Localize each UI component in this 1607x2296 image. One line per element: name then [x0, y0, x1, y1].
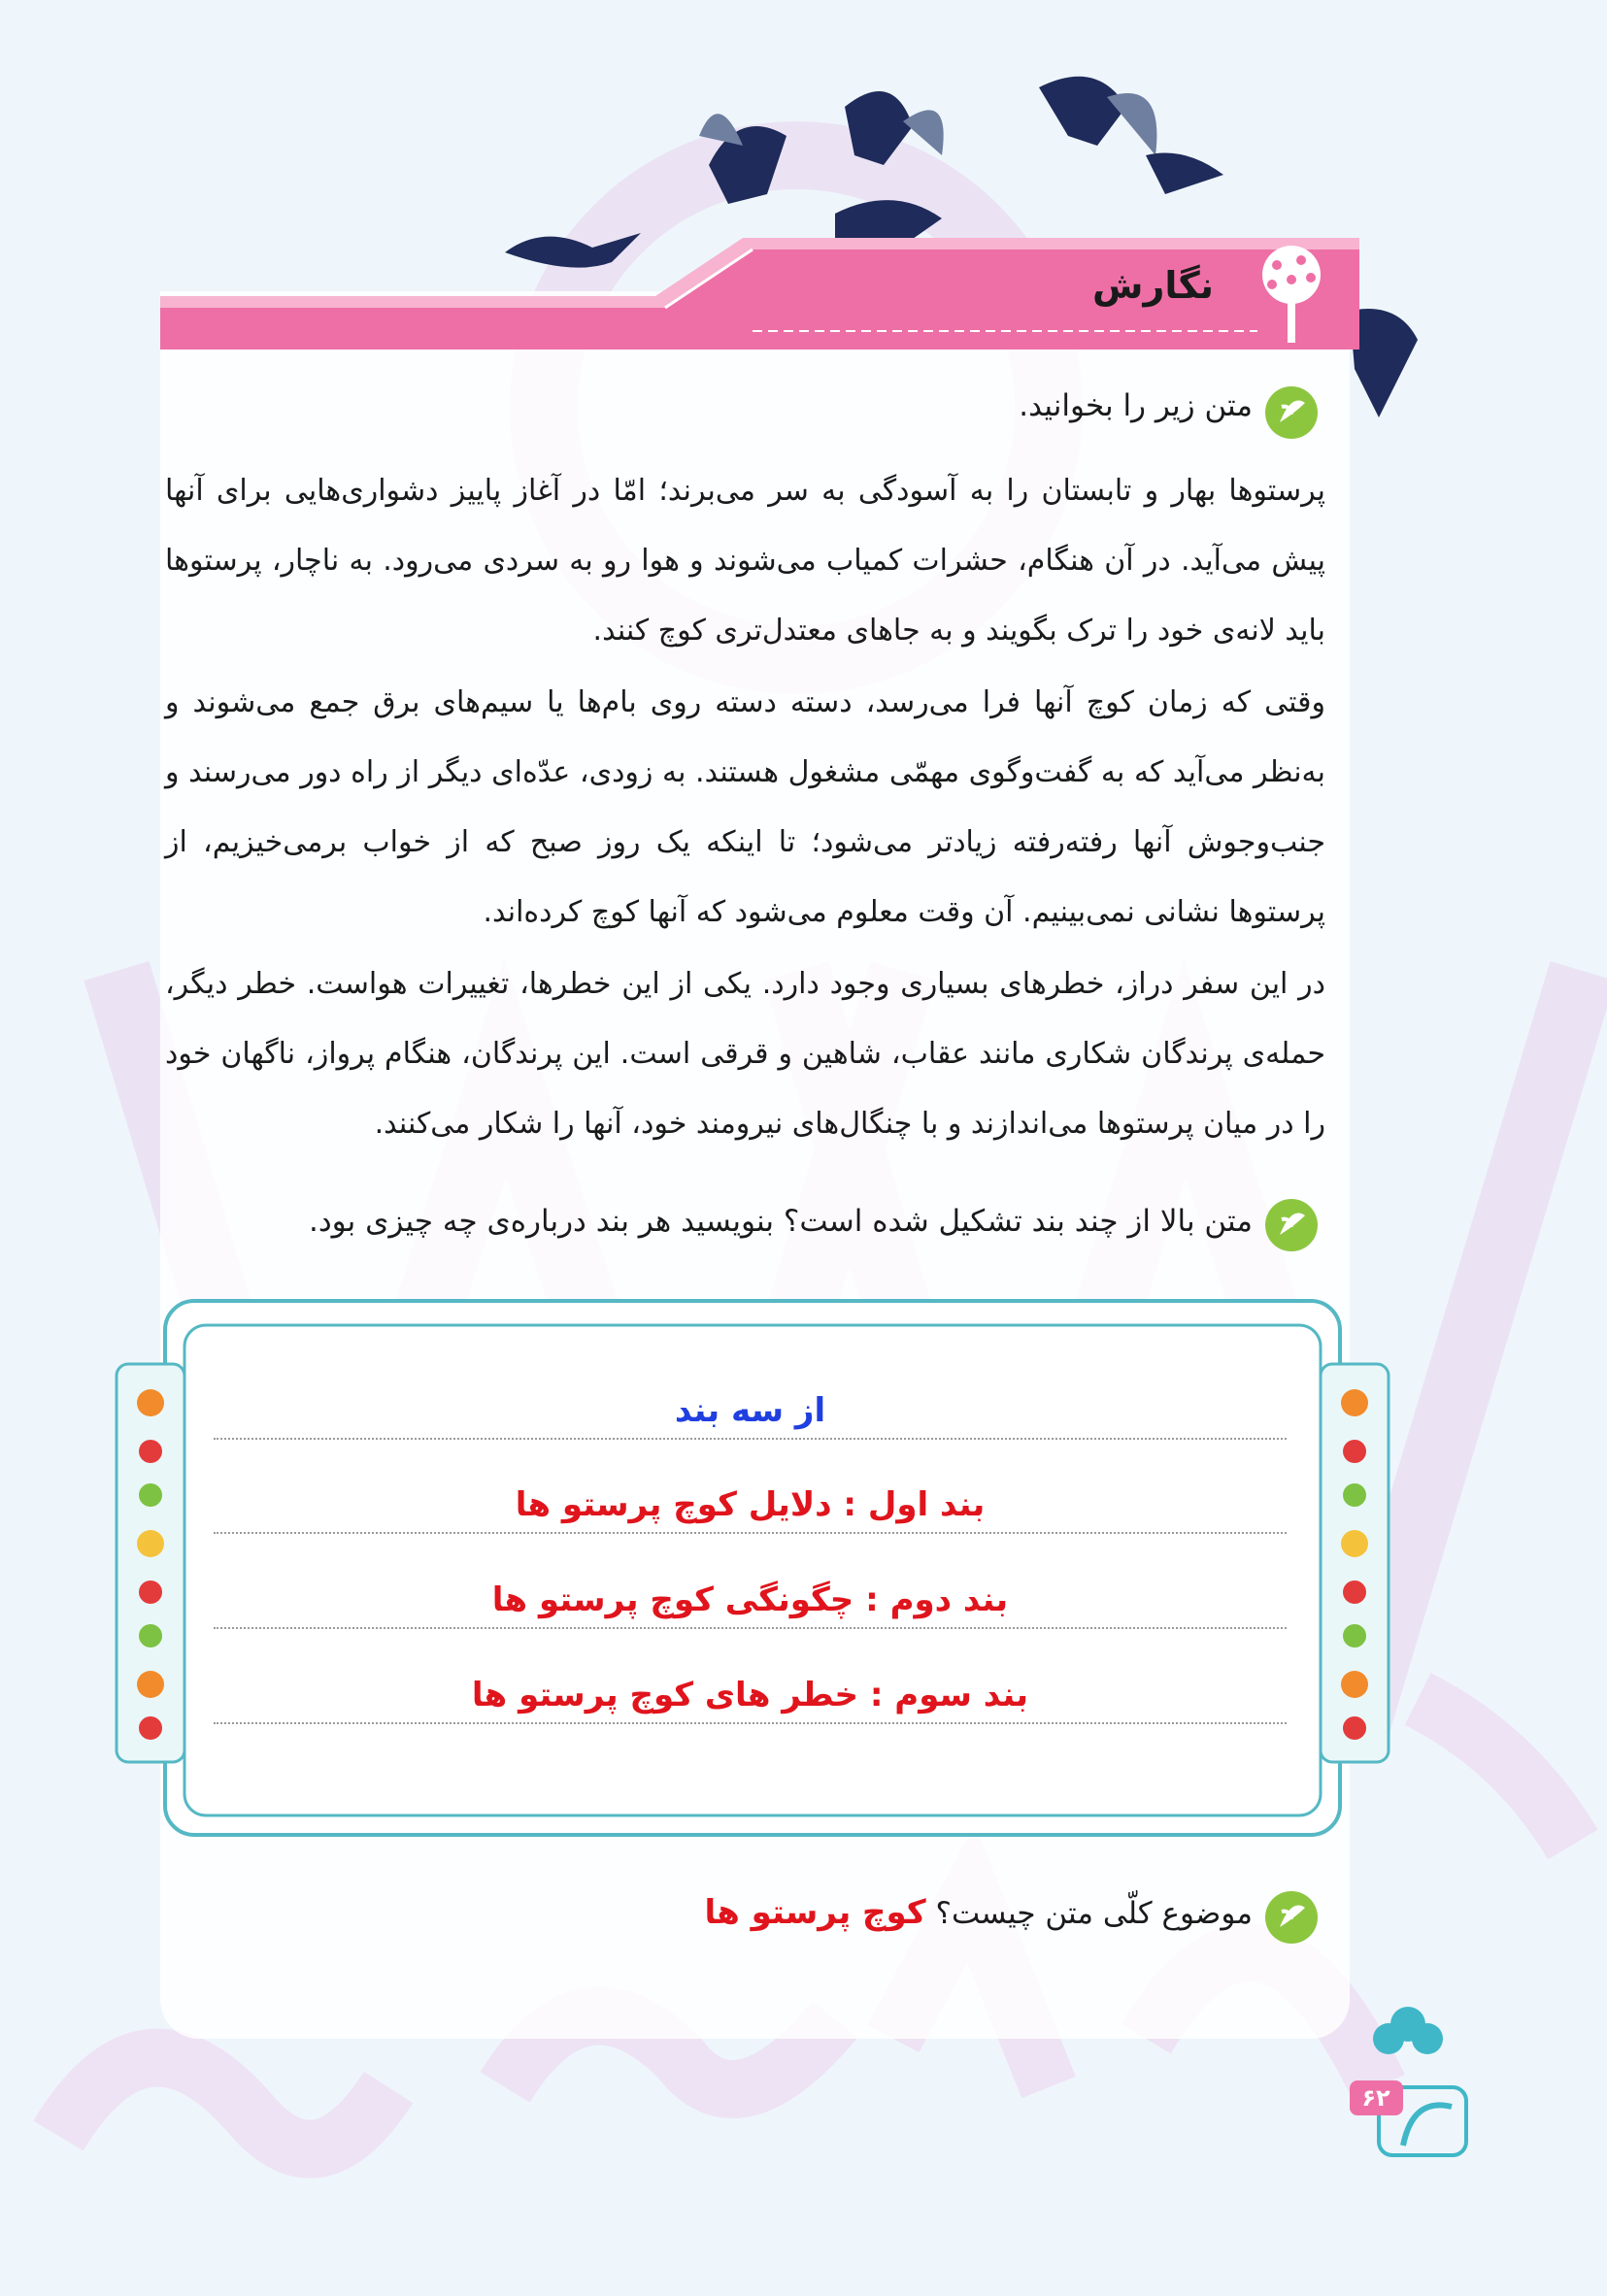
answer-band-2: بند دوم : چگونگی کوچ پرستو ها	[214, 1573, 1287, 1629]
paragraph-line: دیگر، حمله‌ی پرندگان شکاری مانند عقاب، شاهین و قرقی است. این پرندگان، هنگام پرواز،	[165, 967, 1325, 1071]
paragraph-line: وقتی که زمان کوچ آنها فرا می‌رسد، دسته دسته روی بام‌ها یا سیم‌های برق جمع می‌شوند	[192, 685, 1325, 719]
paragraph-line: پرستوها باید لانه‌ی خود را ترک بگویند و به جاهای معتدل‌تری کوچ کنند.	[165, 544, 1325, 648]
leaf-bullet-icon	[1262, 383, 1321, 442]
paragraph-line: و به‌نظر می‌آید که به گفت‌وگوی مهمّی مشغول هستند. به زودی، عدّه‌ای دیگر از راه دور	[165, 685, 1325, 789]
topic-line	[680, 1893, 1253, 1932]
paragraph-1	[165, 456, 1325, 666]
read-instruction: متن زیر را بخوانید.	[1019, 388, 1253, 423]
paragraph-2	[165, 668, 1325, 948]
answer-count: از سه بند	[214, 1383, 1287, 1440]
answer-frame	[107, 1296, 1398, 1840]
paragraph-line: در این سفر دراز، خطرهای بسیاری وجود دارد. یکی از این خطرها، تغییرات هواست. خطر	[238, 967, 1325, 1001]
answer-band-1: بند اول : دلایل کوچ پرستو ها	[214, 1478, 1287, 1534]
topic-question: موضوع کلّی متن چیست؟	[935, 1896, 1253, 1931]
section-title: نگارش	[1092, 264, 1214, 307]
question-instruction: متن بالا از چند بند تشکیل شده است؟ بنویسید هر بند درباره‌ی چه چیزی بود.	[308, 1204, 1253, 1239]
topic-answer: کوچ پرستو ها	[704, 1893, 926, 1932]
paragraph-line: می‌رسند و جنب‌وجوش آنها رفته‌رفته زیادتر می‌شود؛ تا اینکه یک روز صبح که از خواب	[165, 755, 1326, 859]
leaf-bullet-icon	[1262, 1888, 1321, 1947]
page-number: ۶۲	[1361, 2084, 1390, 2112]
paragraph-line: ناگهان خود را در میان پرستوها می‌اندازند و با چنگال‌های نیرومند خود، آنها را شکار می‌کنند.	[165, 1037, 1325, 1141]
answer-band-3: بند سوم : خطر های کوچ پرستو ها	[214, 1668, 1287, 1724]
paragraph-line: آنها پیش می‌آید. در آن هنگام، حشرات کمیاب می‌شوند و هوا رو به سردی می‌رود. به ناچار،	[165, 474, 1325, 578]
tree-icon	[1233, 241, 1350, 348]
paragraph-3	[165, 949, 1325, 1159]
paragraph-line: برمی‌خیزیم، از پرستوها نشانی نمی‌بینیم. آن وقت معلوم می‌شود که آنها کوچ کرده‌اند.	[165, 825, 1325, 929]
leaf-bullet-icon	[1262, 1196, 1321, 1254]
paragraph-line: پرستوها بهار و تابستان را به آسودگی به سر می‌برند؛ امّا در آغاز پاییز دشواری‌هایی برای	[216, 474, 1325, 508]
